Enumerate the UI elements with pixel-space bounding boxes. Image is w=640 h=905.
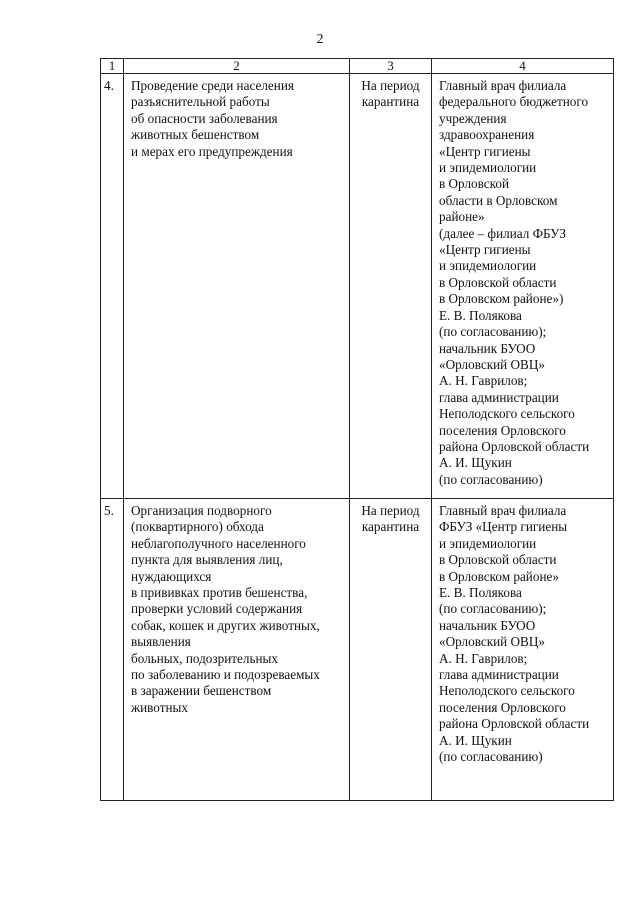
cell-text-line: А. И. Щукин bbox=[439, 732, 512, 748]
cell-text-line: Организация подворного bbox=[131, 503, 272, 518]
cell-text-line: Главный врач филиала bbox=[439, 78, 567, 93]
cell-text-line: Е. В. Полякова bbox=[439, 585, 522, 601]
cell-text-line: по заболеванию и подозреваемых bbox=[131, 667, 320, 683]
cell-text-line: нуждающихся bbox=[131, 568, 212, 584]
cell-text-line: в заражении бешенством bbox=[131, 683, 272, 699]
cell-text-line: района Орловской области bbox=[439, 716, 590, 732]
cell-text-line: поселения Орловского bbox=[439, 699, 566, 715]
cell-text-line: (далее – филиал ФБУЗ bbox=[439, 225, 566, 241]
column-header-2: 2 bbox=[124, 59, 350, 74]
cell-text-line: (по согласованию); bbox=[439, 324, 547, 340]
cell-text-line: начальник БУОО bbox=[439, 617, 536, 633]
cell-text-line: в прививках против бешенства, bbox=[131, 585, 308, 601]
cell-text-line: глава администрации bbox=[439, 667, 559, 683]
cell-text-line: проверки условий содержания bbox=[131, 601, 303, 617]
cell-text-line: А. Н. Гаврилов; bbox=[439, 373, 528, 389]
table-row bbox=[101, 74, 614, 499]
cell-text-line: неблагополучного населенного bbox=[131, 535, 306, 551]
cell-text-line: в Орловской области bbox=[439, 274, 557, 290]
table-row bbox=[101, 499, 614, 801]
cell-text-line: Неполодского сельского bbox=[439, 406, 575, 422]
cell-text-line: и эпидемиологии bbox=[439, 258, 537, 274]
cell-text-line: и эпидемиологии bbox=[439, 535, 537, 551]
cell-text-line: разъяснительной работы bbox=[131, 94, 270, 110]
table-header-row bbox=[101, 59, 614, 74]
cell-text-line: (по согласованию) bbox=[439, 471, 543, 487]
cell-text-line: пункта для выявления лиц, bbox=[131, 552, 283, 568]
cell-text-line: А. Н. Гаврилов; bbox=[439, 650, 528, 666]
cell-text-line: «Орловский ОВЦ» bbox=[439, 634, 545, 650]
cell-text-line: в Орловской области bbox=[439, 552, 557, 568]
cell-text-line: района Орловской области bbox=[439, 438, 590, 454]
responsible-cell bbox=[432, 499, 614, 801]
cell-text-line: карантина bbox=[361, 94, 420, 110]
cell-text-line: об опасности заболевания bbox=[131, 110, 278, 126]
cell-text-line: глава администрации bbox=[439, 389, 559, 405]
cell-text-line: поселения Орловского bbox=[439, 422, 566, 438]
cell-text-line: в Орловской bbox=[439, 176, 510, 192]
cell-text-line: и эпидемиологии bbox=[439, 160, 537, 176]
page-number: 2 bbox=[316, 32, 324, 47]
cell-text-line: выявления bbox=[131, 634, 191, 650]
cell-text-line: федерального бюджетного bbox=[439, 94, 589, 110]
cell-text-line: здравоохранения bbox=[439, 127, 535, 143]
cell-text-line: А. И. Щукин bbox=[439, 455, 512, 471]
cell-text-line: животных бешенством bbox=[131, 127, 260, 143]
cell-text-line: в Орловском районе») bbox=[439, 291, 564, 307]
cell-text-line: Е. В. Полякова bbox=[439, 307, 522, 323]
task-cell bbox=[124, 499, 350, 801]
cell-text-line: начальник БУОО bbox=[439, 340, 536, 356]
cell-text-line: «Центр гигиены bbox=[439, 143, 531, 159]
row-number: 4. bbox=[101, 74, 124, 499]
cell-text-line: (поквартирного) обхода bbox=[131, 519, 264, 535]
term-cell bbox=[350, 499, 432, 801]
term-cell bbox=[350, 74, 432, 499]
cell-text-line: «Орловский ОВЦ» bbox=[439, 356, 545, 372]
cell-text-line: Главный врач филиала bbox=[439, 503, 567, 518]
cell-text-line: На период bbox=[361, 503, 420, 518]
column-header-3: 3 bbox=[350, 59, 432, 74]
column-header-1: 1 bbox=[101, 59, 124, 74]
task-cell bbox=[124, 74, 350, 499]
cell-text-line: и мерах его предупреждения bbox=[131, 143, 293, 159]
column-header-4: 4 bbox=[432, 59, 614, 74]
cell-text-line: учреждения bbox=[439, 110, 507, 126]
measures-table bbox=[100, 58, 614, 801]
row-number: 5. bbox=[101, 499, 124, 801]
cell-text-line: (по согласованию); bbox=[439, 601, 547, 617]
cell-text-line: области в Орловском bbox=[439, 192, 558, 208]
cell-text-line: На период bbox=[361, 78, 420, 93]
cell-text-line: в Орловском районе» bbox=[439, 568, 559, 584]
cell-text-line: «Центр гигиены bbox=[439, 242, 531, 258]
cell-text-line: Неполодского сельского bbox=[439, 683, 575, 699]
cell-text-line: собак, кошек и других животных, bbox=[131, 617, 320, 633]
cell-text-line: животных bbox=[131, 699, 188, 715]
cell-text-line: районе» bbox=[439, 209, 485, 225]
cell-text-line: Проведение среди населения bbox=[131, 78, 294, 93]
cell-text-line: (по согласованию) bbox=[439, 749, 543, 765]
cell-text-line: карантина bbox=[361, 519, 420, 535]
cell-text-line: больных, подозрительных bbox=[131, 650, 278, 666]
responsible-cell bbox=[432, 74, 614, 499]
cell-text-line: ФБУЗ «Центр гигиены bbox=[439, 519, 568, 535]
